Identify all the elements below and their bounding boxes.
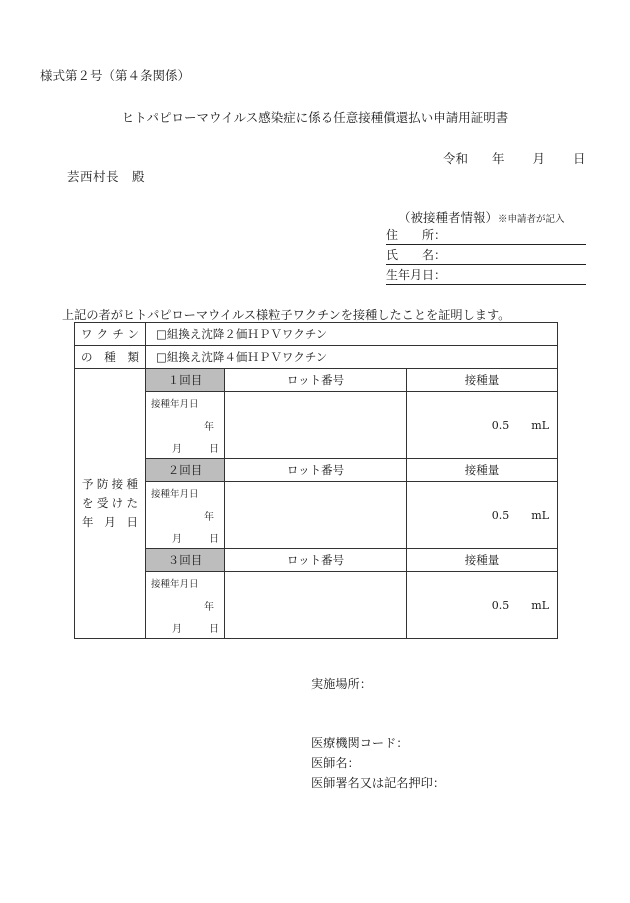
round-1-month-label: 月 [172, 443, 182, 455]
round-3-year-field[interactable]: 年 [146, 594, 225, 616]
certification-statement: 上記の者がヒトパピローマウイルス様粒子ワクチンを接種したことを証明します。 [62, 308, 511, 322]
vaccine-type-label-1: ワクチン [75, 323, 146, 346]
lot-number-header-1: ロット番号 [225, 369, 407, 392]
dose-header-3: 接種量 [407, 549, 558, 572]
date-year-label: 年 [492, 151, 505, 166]
round-2-year-field[interactable]: 年 [146, 504, 225, 526]
date-label-line-3: 年 月 日 [82, 515, 138, 529]
doctor-name-label: 医師名： [311, 756, 360, 770]
round-3-day-label: 日 [209, 623, 219, 635]
round-3-date-label: 接種年月日 [146, 572, 225, 595]
round-1-date-label: 接種年月日 [146, 392, 225, 415]
round-2-month-day-field[interactable] [146, 526, 225, 549]
round-1-month-day-field[interactable] [146, 436, 225, 459]
name-field[interactable] [386, 246, 586, 265]
dose-header-1: 接種量 [407, 369, 558, 392]
round-2-header-row [75, 459, 558, 482]
birthdate-label: 生年月日： [386, 268, 447, 282]
round-2-dose: 0.5 mL [407, 482, 558, 549]
round-3-header-row [75, 549, 558, 572]
dose-header-2: 接種量 [407, 459, 558, 482]
round-2-label: ２回目 [146, 459, 225, 482]
round-3-dose: 0.5 mL [407, 572, 558, 639]
vaccinee-info-header [398, 208, 565, 226]
name-label: 氏 名： [386, 248, 447, 262]
vaccination-date-label [75, 369, 146, 639]
round-3-month-label: 月 [172, 623, 182, 635]
vaccine-type-row-1 [75, 323, 558, 346]
round-2-month-label: 月 [172, 533, 182, 545]
round-3-label: ３回目 [146, 549, 225, 572]
round-1-header-row [75, 369, 558, 392]
address-label: 住 所： [386, 228, 447, 242]
date-day-label: 日 [573, 151, 586, 166]
lot-number-header-2: ロット番号 [225, 459, 407, 482]
vaccine-type-label-2: の 種 類 [75, 346, 146, 369]
vaccine-option-2valent[interactable]: □組換え沈降２価ＨＰＶワクチン [146, 323, 558, 346]
round-1-lot-number-field[interactable] [225, 392, 407, 459]
date-label-line-2: を受けた [82, 496, 138, 510]
doctor-signature-label: 医師署名又は記名押印： [311, 776, 446, 790]
lot-number-header-3: ロット番号 [225, 549, 407, 572]
vaccine-option-4valent[interactable]: □組換え沈降４価ＨＰＶワクチン [146, 346, 558, 369]
vaccinee-info-note: ※申請者が記入 [498, 214, 565, 225]
round-1-label: １回目 [146, 369, 225, 392]
document-title: ヒトパピローマウイルス感染症に係る任意接種償還払い申請用証明書 [121, 110, 509, 125]
date-month-label: 月 [532, 151, 546, 166]
institution-code-label: 医療機関コード： [311, 736, 409, 750]
vaccinee-info-title: （被接種者情報） [398, 210, 499, 225]
date-era: 令和 [443, 151, 469, 166]
round-2-lot-number-field[interactable] [225, 482, 407, 549]
vaccine-type-row-2 [75, 346, 558, 369]
round-2-day-label: 日 [209, 533, 219, 545]
round-3-month-day-field[interactable] [146, 616, 225, 639]
round-3-lot-number-field[interactable] [225, 572, 407, 639]
form-number: 様式第２号（第４条関係） [40, 68, 191, 83]
round-2-date-label: 接種年月日 [146, 482, 225, 505]
round-1-day-label: 日 [209, 443, 219, 455]
vaccination-table [74, 322, 558, 639]
round-1-year-field[interactable]: 年 [146, 414, 225, 436]
round-1-dose: 0.5 mL [407, 392, 558, 459]
addressee: 芸西村長 殿 [67, 169, 146, 184]
issue-date [443, 149, 586, 167]
vaccination-place-label: 実施場所： [311, 677, 372, 691]
date-label-line-1: 予防接種 [82, 477, 138, 491]
address-field[interactable] [386, 226, 586, 245]
birthdate-field[interactable] [386, 266, 586, 285]
